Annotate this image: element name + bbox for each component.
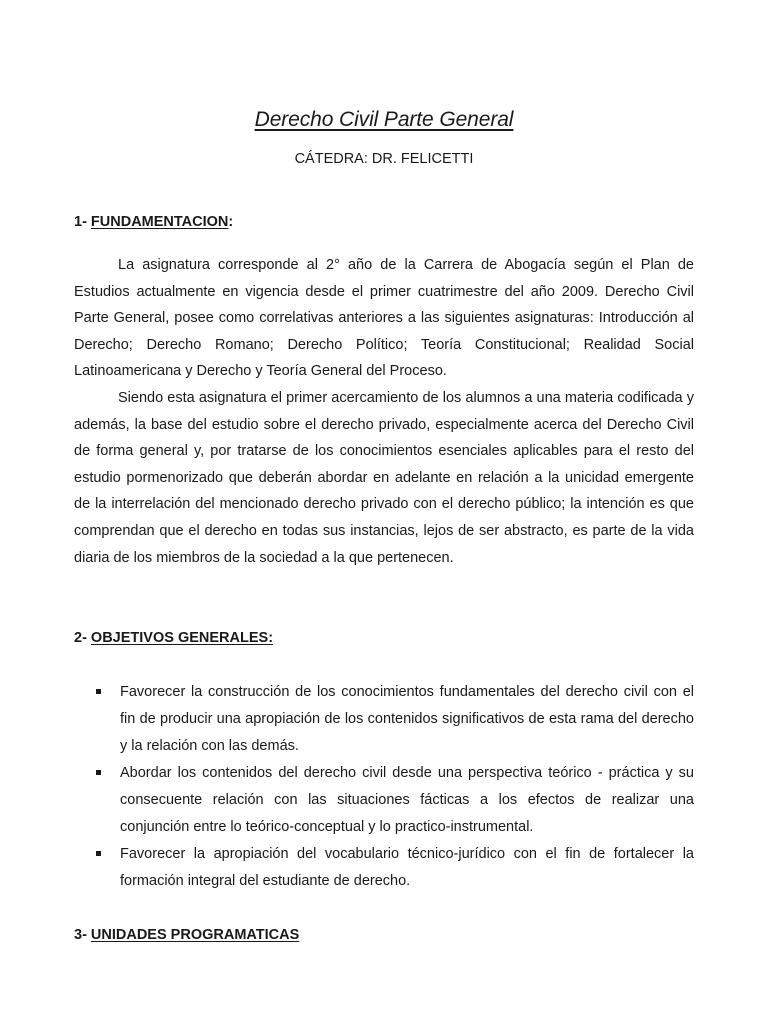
section-2-title: OBJETIVOS GENERALES	[90, 630, 269, 646]
bullet-square-icon	[96, 689, 101, 694]
section-1-title: FUNDAMENTACION	[90, 214, 229, 230]
catedra-line: CÁTEDRA: DR. FELICETTI	[294, 151, 474, 167]
objectives-list	[74, 679, 694, 895]
list-item-text: Favorecer la construcción de los conocimientos fundamentales del derecho civil con el fin de producir una apropiación de los contenidos significativos de esta rama del derecho y la relación con las demás.	[120, 684, 694, 754]
section-3-heading	[74, 927, 299, 943]
list-item-text: Abordar los contenidos del derecho civil desde una perspectiva teórico - práctica y su consecuente relación con las situaciones fácticas a los efectos de realizar una conjunción entre lo teórico-conceptual y lo practico-instrumental.	[120, 765, 694, 835]
section-2-number: 2-	[74, 630, 91, 646]
paragraph: Siendo esta asignatura el primer acercamiento de los alumnos a una materia codificada y además, la base del estudio sobre el derecho privado, especialmente acerca del Derecho Civil de forma general y, por tratarse de los conocimientos esenciales aplicables para el resto del estudio pormenorizado que deberán abordar en adelante en relación a la unicidad emergente de la interrelación del mencionado derecho privado con el derecho público; la intención es que comprendan que el derecho en todas sus instancias, lejos de ser abstracto, es parte de la vida diaria de los miembros de la sociedad a la que pertenecen.	[74, 389, 694, 566]
document-title: Derecho Civil Parte General	[254, 108, 514, 131]
section-1-suffix: :	[228, 214, 234, 230]
section-2-suffix: :	[268, 630, 274, 646]
bullet-square-icon	[96, 770, 101, 775]
list-item	[74, 760, 694, 841]
list-item	[74, 679, 694, 760]
section-3-number: 3-	[74, 927, 91, 943]
section-1-number: 1-	[74, 214, 91, 230]
section-1-heading	[74, 214, 233, 230]
section-2-heading	[74, 630, 273, 646]
section-1-body	[74, 252, 694, 571]
list-item	[74, 841, 694, 895]
section-3-title: UNIDADES PROGRAMATICAS	[90, 927, 300, 943]
bullet-square-icon	[96, 851, 101, 856]
paragraph: La asignatura corresponde al 2° año de la Carrera de Abogacía según el Plan de Estudios actualmente en vigencia desde el primer cuatrimestre del año 2009. Derecho Civil Parte General, posee como correlativas anteriores a las siguientes asignaturas: Introducción al Derecho; Derecho Romano; Derecho Político; Teoría Constitucional; Realidad Social Latinoamericana y Derecho y Teoría General del Proceso.	[74, 257, 694, 380]
list-item-text: Favorecer la apropiación del vocabulario técnico-jurídico con el fin de fortalecer la formación integral del estudiante de derecho.	[120, 846, 694, 889]
